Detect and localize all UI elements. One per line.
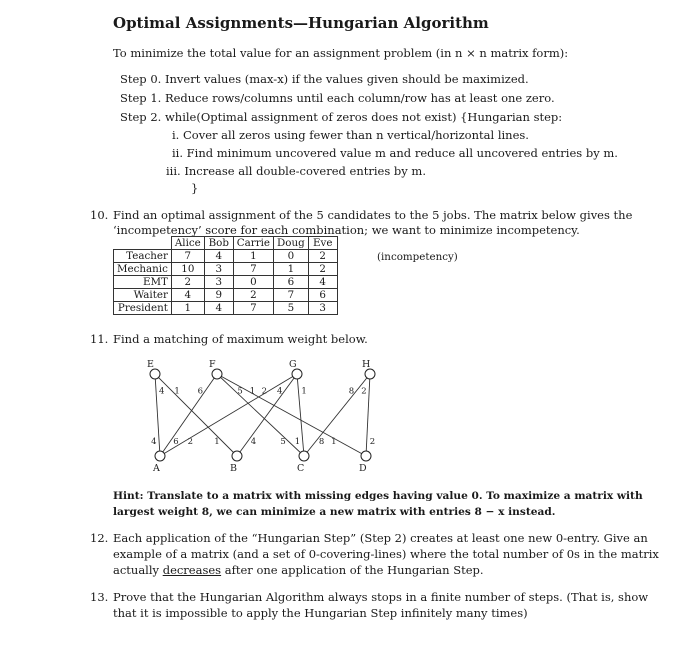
- matrix-col-header: Bob: [204, 237, 233, 250]
- matrix-cell: 0: [233, 276, 273, 289]
- q12-underlined-word: decreases: [162, 563, 222, 577]
- matrix-col-header: Eve: [308, 237, 337, 250]
- close-brace: }: [191, 181, 199, 195]
- q12-line3-pre: actually: [113, 563, 163, 577]
- matrix-cell: 1: [233, 250, 273, 263]
- matrix-cell: 3: [308, 302, 337, 315]
- edge-weight-label: 4: [159, 386, 165, 397]
- graph-node-label: D: [359, 463, 367, 474]
- q10-number: 10.: [90, 208, 109, 222]
- edge-weight-label: 4: [250, 437, 257, 448]
- edge-weight-label: 4: [277, 386, 283, 397]
- matrix-cell: 1: [171, 302, 204, 315]
- matrix-col-header: Doug: [274, 237, 309, 250]
- step-1: Step 1. Reduce rows/columns until each column/row has at least one zero.: [120, 91, 555, 105]
- edge-weight-label: 2: [361, 386, 367, 397]
- q12-line3-post: after one application of the Hungarian Step.: [221, 563, 484, 577]
- matrix-cell: 6: [274, 276, 309, 289]
- hint-line2: largest weight 8, we can minimize a new matrix with entries 8 − x instead.: [113, 506, 556, 518]
- matrix-col-header: Carrie: [233, 237, 273, 250]
- edge-weight-label: 1: [301, 386, 307, 397]
- graph-node-label: C: [297, 463, 305, 474]
- matrix-cell: 2: [171, 276, 204, 289]
- matrix-cell: 7: [171, 250, 204, 263]
- edge-weight-label: 8: [318, 437, 325, 448]
- graph-node: [155, 451, 165, 461]
- edge-weight-label: 2: [187, 437, 194, 448]
- matrix-cell: 7: [233, 302, 273, 315]
- q11-number: 11.: [90, 332, 109, 346]
- matrix-col-header: Alice: [171, 237, 204, 250]
- edge-weight-label: 8: [348, 386, 355, 397]
- edge-weight-label: 1: [249, 386, 256, 397]
- matrix-cell: 9: [204, 289, 233, 302]
- edge-weight-label: 4: [151, 437, 157, 448]
- matrix-cell: 5: [274, 302, 309, 315]
- matrix-cell: 2: [233, 289, 273, 302]
- matrix-row-label: Mechanic: [114, 263, 172, 276]
- matrix-annotation: (incompetency): [377, 251, 458, 263]
- graph-node: [361, 451, 371, 461]
- matrix-cell: 2: [308, 250, 337, 263]
- edge-weight-label: 2: [369, 437, 376, 448]
- graph-node-label: E: [147, 359, 154, 370]
- q12-line3: [113, 563, 484, 577]
- intro-text: To minimize the total value for an assignment problem (in n × n matrix form):: [113, 46, 569, 60]
- graph-edge: [304, 374, 370, 456]
- edge-weight-label: 5: [237, 386, 243, 397]
- edge-weight-label: 1: [331, 437, 337, 448]
- q12-line1: Each application of the “Hungarian Step” (Step 2) creates at least one new 0-entry. Give an: [113, 531, 648, 545]
- substep-ii: ii. Find minimum uncovered value m and reduce all uncovered entries by m.: [172, 146, 618, 160]
- q10-line1: Find an optimal assignment of the 5 candidates to the 5 jobs. The matrix below gives the: [113, 208, 633, 222]
- page-title: Optimal Assignments—Hungarian Algorithm: [113, 14, 489, 32]
- matrix-cell: 6: [308, 289, 337, 302]
- matrix-cell: 7: [233, 263, 273, 276]
- matrix-row-label: President: [114, 302, 172, 315]
- matrix-row-label: Teacher: [114, 250, 172, 263]
- edge-weight-label: 1: [174, 386, 180, 397]
- graph-node: [299, 451, 309, 461]
- edge-weight-label: 6: [173, 437, 179, 448]
- matrix-cell: 7: [274, 289, 309, 302]
- graph-node-label: B: [230, 463, 237, 474]
- q13-line2: that it is impossible to apply the Hungarian Step infinitely many times): [113, 606, 528, 620]
- matrix-cell: 4: [171, 289, 204, 302]
- matrix-cell: 1: [274, 263, 309, 276]
- edge-weight-label: 5: [280, 437, 286, 448]
- matrix-cell: 3: [204, 263, 233, 276]
- edge-weight-label: 1: [214, 437, 220, 448]
- matrix-row-label: EMT: [114, 276, 172, 289]
- q12-line2: example of a matrix (and a set of 0-covering-lines) where the total number of 0s in the matrix: [113, 547, 659, 561]
- matrix-cell: 0: [274, 250, 309, 263]
- hint-line1: Hint: Translate to a matrix with missing edges having value 0. To maximize a matrix with: [113, 490, 643, 502]
- q12-number: 12.: [90, 531, 109, 545]
- matrix-cell: 4: [308, 276, 337, 289]
- matrix-row-label: Waiter: [114, 289, 172, 302]
- edge-weight-label: 6: [197, 386, 204, 397]
- q10-line2: ‘incompetency’ score for each combination; we want to minimize incompetency.: [113, 223, 580, 237]
- matrix-cell: 10: [171, 263, 204, 276]
- matrix-cell: 4: [204, 250, 233, 263]
- step-2: Step 2. while(Optimal assignment of zeros does not exist) {Hungarian step:: [120, 110, 563, 124]
- substep-i: i. Cover all zeros using fewer than n vertical/horizontal lines.: [172, 128, 529, 142]
- q13-line1: Prove that the Hungarian Algorithm always stops in a finite number of steps. (That is, show: [113, 590, 649, 604]
- graph-node-label: A: [153, 463, 160, 474]
- matrix-cell: 3: [204, 276, 233, 289]
- graph-node: [232, 451, 242, 461]
- graph-node: [150, 369, 160, 379]
- matrix-cell: 4: [204, 302, 233, 315]
- graph-node: [292, 369, 302, 379]
- edge-weight-label: 1: [294, 437, 301, 448]
- edge-weight-label: 2: [261, 386, 268, 397]
- q11-text: Find a matching of maximum weight below.: [113, 332, 368, 346]
- substep-iii: iii. Increase all double-covered entries by m.: [166, 164, 426, 178]
- matrix-cell: 2: [308, 263, 337, 276]
- step-0: Step 0. Invert values (max-x) if the values given should be maximized.: [120, 72, 529, 86]
- graph-node-label: F: [209, 359, 216, 370]
- graph-node: [212, 369, 222, 379]
- graph-node: [365, 369, 375, 379]
- graph-node-label: H: [362, 359, 371, 370]
- graph-edge: [155, 374, 237, 456]
- graph-node-label: G: [289, 359, 297, 370]
- q13-number: 13.: [90, 590, 109, 604]
